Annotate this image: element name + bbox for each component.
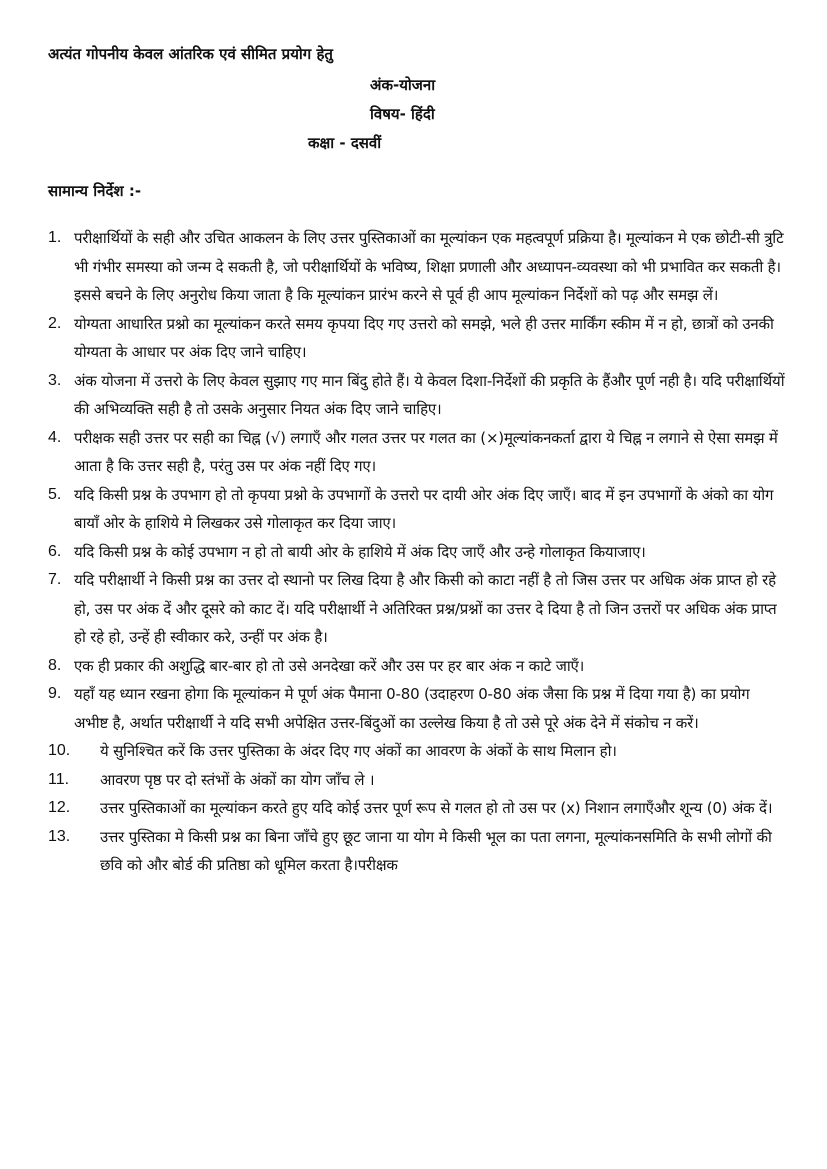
instruction-item xyxy=(48,310,788,367)
item-text: उत्तर पुस्तिकाओं का मूल्यांकन करते हुए यदि कोई उत्तर पूर्ण रूप से गलत हो तो उस पर (x) निशान लगाएँऔर शून्य (0) अंक दें। xyxy=(100,799,773,817)
item-text: यहाँ यह ध्यान रखना होगा कि मूल्यांकन मे पूर्ण अंक पैमाना 0-80 (उदाहरण 0-80 अंक जैसा कि प्रश्न में दिया गया है) का प्रयोग अभीष्ट है, अर्थात परीक्षार्थी ने यदि सभी अपेक्षित उत्तर-बिंदुओं का उल्लेख किया है तो उसे पूरे अंक देने में संकोच न करें। xyxy=(74,685,750,732)
item-number: 12. xyxy=(48,799,71,816)
instruction-item xyxy=(48,566,788,652)
item-text: परीक्षक सही उत्तर पर सही का चिह्न (√) लगाएँ और गलत उत्तर पर गलत का (×)मूल्यांकनकर्ता द्वारा ये चिह्न न लगाने से ऐसा समझ में आता है कि उत्तर सही है, परंतु उस पर अंक नहीं दिए गए। xyxy=(74,428,778,475)
item-number: 6. xyxy=(48,542,62,560)
item-number: 9. xyxy=(48,685,62,702)
item-text: ये सुनिश्चित करें कि उत्तर पुस्तिका के अंदर दिए गए अंकों का आवरण के अंकों के साथ मिलान हो। xyxy=(100,742,617,760)
instruction-item xyxy=(48,424,788,481)
instruction-item xyxy=(48,737,788,766)
section-heading: सामान्य निर्देश :- xyxy=(48,182,142,200)
item-text: अंक योजना में उत्तरो के लिए केवल सुझाए गए मान बिंदु होते हैं। ये केवल दिशा-निर्देशों की प्रकृति के हैंऔर पूर्ण नही है। यदि परीक्षार्थियों की अभिव्यक्ति सही है तो उसके अनुसार नियत अंक दिए जाने चाहिए। xyxy=(74,371,785,418)
item-text: यदि परीक्षार्थी ने किसी प्रश्न का उत्तर दो स्थानो पर लिख दिया है और किसी को काटा नहीं है तो जिस उत्तर पर अधिक अंक प्राप्त हो रहे हो, उस पर अंक दें और दूसरे को काट दें। यदि परीक्षार्थी ने अतिरिक्त प्रश्न/प्रश्नों का उत्तर दे दिया है तो जिन उत्तरों पर अधिक अंक प्राप्त हो रहे हो, उन्हें ही स्वीकार करे, उन्हीं पर अंक है। xyxy=(74,571,777,646)
item-text: यदि किसी प्रश्न के कोई उपभाग न हो तो बायी ओर के हाशिये में अंक दिए जाएँ और उन्हे गोलाकृत कियाजाए। xyxy=(74,542,646,561)
instructions-list xyxy=(48,224,788,880)
item-number: 4. xyxy=(48,428,62,446)
item-number: 10. xyxy=(48,742,71,759)
document-title: अंक-योजना xyxy=(370,76,436,94)
instruction-item xyxy=(48,481,788,538)
item-number: 5. xyxy=(48,485,62,503)
item-text: उत्तर पुस्तिका मे किसी प्रश्न का बिना जाँचे हुए छूट जाना या योग मे किसी भूल का पता लगना, मूल्यांकनसमिति के सभी लोगों की छवि को और बोर्ड की प्रतिष्ठा को धूमिल करता है।परीक्षक xyxy=(100,827,772,874)
instruction-item xyxy=(48,224,788,310)
instruction-item xyxy=(48,794,788,823)
item-text: एक ही प्रकार की अशुद्धि बार-बार हो तो उसे अनदेखा करें और उस पर हर बार अंक न काटे जाएँ। xyxy=(74,656,585,675)
item-text: परीक्षार्थियों के सही और उचित आकलन के लिए उत्तर पुस्तिकाओं का मूल्यांकन एक महत्वपूर्ण प्रक्रिया है। मूल्यांकन मे एक छोटी-सी त्रुटि भी गंभीर समस्या को जन्म दे सकती है, जो परीक्षार्थियों के भविष्य, शिक्षा प्रणाली और अध्यापन-व्यवस्था को भी प्रभावित कर सकती है। इससे बचने के लिए अनुरोध किया जाता है कि मूल्यांकन प्रारंभ करने से पूर्व ही आप मूल्यांकन निर्देशों को पढ़ और समझ लें। xyxy=(74,229,784,304)
instruction-item xyxy=(48,367,788,424)
confidential-note: अत्यंत गोपनीय केवल आंतरिक एवं सीमित प्रयोग हेतु xyxy=(48,45,333,63)
item-number: 8. xyxy=(48,656,62,674)
item-number: 13. xyxy=(48,827,71,845)
item-number: 3. xyxy=(48,371,62,389)
item-text: आवरण पृष्ठ पर दो स्तंभों के अंकों का योग जाँच ले । xyxy=(100,770,375,789)
instruction-item xyxy=(48,538,788,567)
instruction-item xyxy=(48,766,788,795)
instruction-item xyxy=(48,652,788,681)
item-number: 1. xyxy=(48,229,62,246)
item-text: योग्यता आधारित प्रश्नो का मूल्यांकन करते समय कृपया दिए गए उत्तरो को समझे, भले ही उत्तर मार्किंग स्कीम में न हो, छात्रों को उनकी योग्यता के आधार पर अंक दिए जाने चाहिए। xyxy=(74,314,774,361)
item-number: 2. xyxy=(48,314,62,332)
instruction-item xyxy=(48,823,788,880)
subject-label: विषय- हिंदी xyxy=(370,105,435,123)
item-text: यदि किसी प्रश्न के उपभाग हो तो कृपया प्रश्नो के उपभागों के उत्तरो पर दायी ओर अंक दिए जाएँ। बाद में इन उपभागों के अंको का योग बायाँ ओर के हाशिये मे लिखकर उसे गोलाकृत कर दिया जाए। xyxy=(74,485,774,532)
item-number: 11. xyxy=(48,770,70,788)
instruction-item xyxy=(48,680,788,737)
item-number: 7. xyxy=(48,571,62,588)
class-label: कक्षा - दसवीं xyxy=(308,134,382,152)
